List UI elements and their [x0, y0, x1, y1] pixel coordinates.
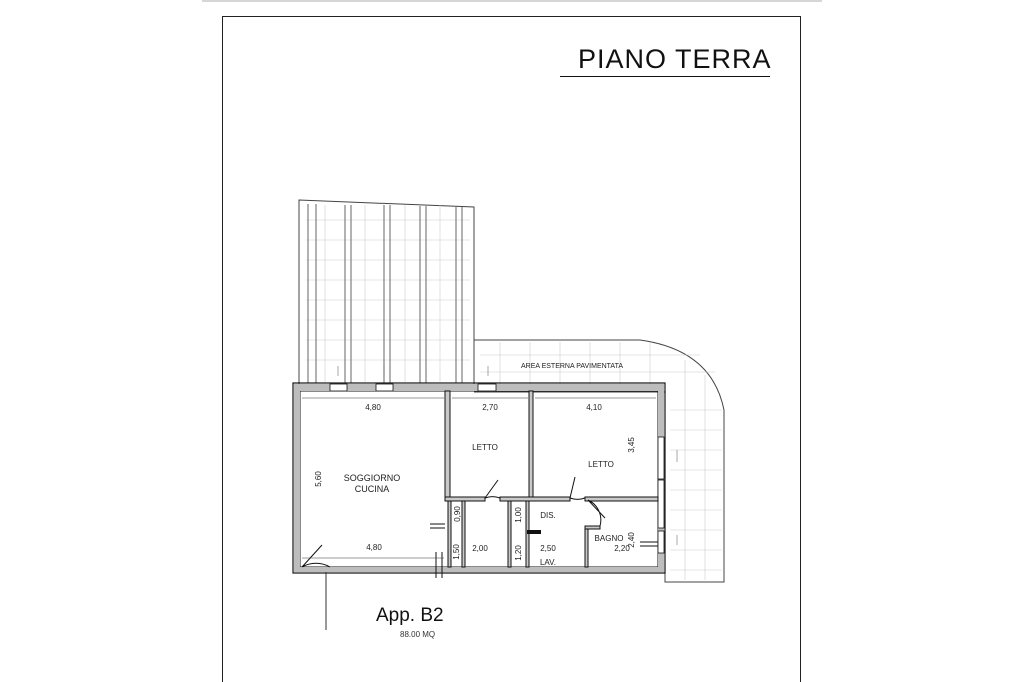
apartment-label: App. B2 — [376, 605, 444, 626]
pergola-area — [299, 200, 474, 385]
label-letto-1: LETTO — [472, 443, 498, 452]
plan-title: PIANO TERRA — [578, 44, 772, 74]
dim-560: 5,60 — [314, 471, 323, 487]
dim-480-bottom: 4,80 — [366, 543, 382, 552]
dim-410: 4,10 — [586, 403, 602, 412]
dim-270: 2,70 — [482, 403, 498, 412]
apartment-area: 88.00 MQ — [400, 630, 436, 639]
dim-150: 1,50 — [452, 544, 461, 560]
label-soggiorno: SOGGIORNO — [343, 473, 401, 483]
label-cucina: CUCINA — [354, 484, 390, 494]
dim-220: 2,20 — [614, 544, 630, 553]
label-letto-2: LETTO — [588, 460, 614, 469]
dim-120: 1,20 — [514, 545, 523, 561]
label-dis: DIS. — [540, 511, 556, 520]
dim-345: 3,45 — [627, 437, 636, 453]
label-lav: LAV. — [539, 558, 557, 567]
dim-090: 0,90 — [453, 506, 462, 522]
dim-100: 1,00 — [514, 507, 523, 523]
lav-marker — [527, 530, 541, 534]
windows-right — [658, 437, 664, 553]
label-bagno: BAGNO — [594, 534, 624, 543]
dim-240: 2,40 — [627, 532, 636, 548]
dim-200: 2,00 — [472, 544, 488, 553]
dim-250: 2,50 — [540, 544, 556, 553]
dim-480-top: 4,80 — [365, 403, 381, 412]
label-area-esterna: AREA ESTERNA PAVIMENTATA — [520, 363, 624, 370]
